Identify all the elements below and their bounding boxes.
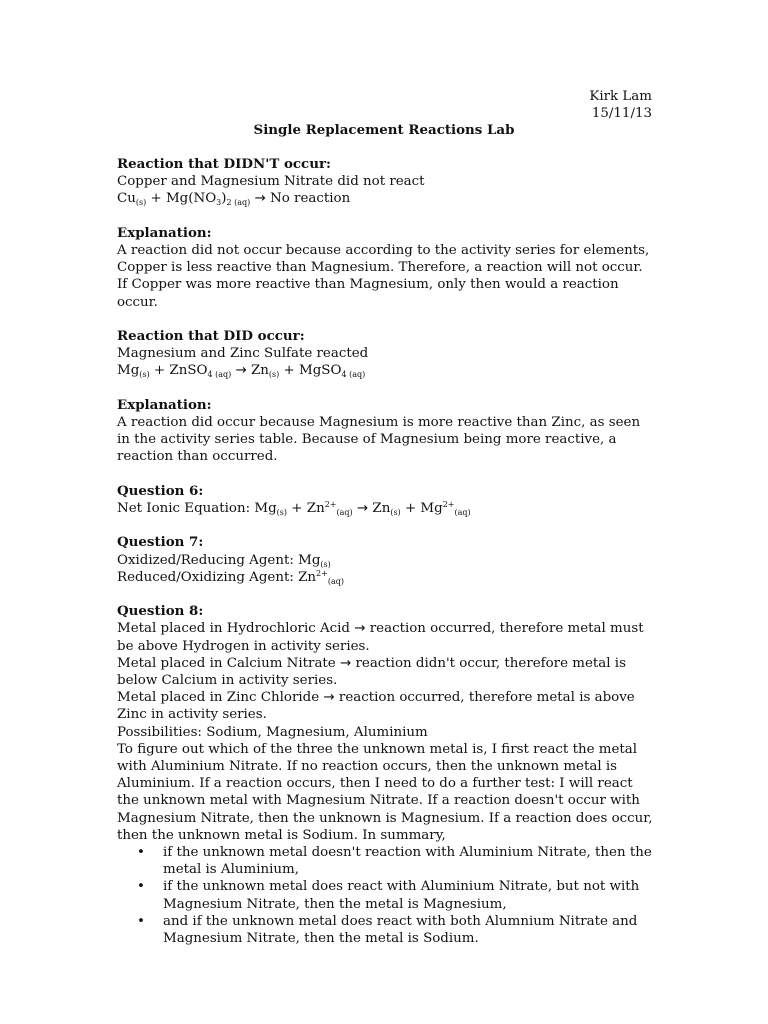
net-ionic-equation bbox=[117, 500, 657, 517]
eq-term: + MgSO bbox=[279, 363, 342, 379]
eq-term: + Mg bbox=[400, 501, 443, 516]
eq-charge: 2+ bbox=[316, 568, 328, 578]
eq-state: (s) bbox=[276, 508, 288, 517]
agent-species: Zn bbox=[298, 569, 317, 585]
right-arrow-icon: → bbox=[235, 363, 247, 379]
question-6-heading: Question 6: bbox=[117, 482, 204, 499]
oxidized-agent bbox=[117, 552, 657, 569]
test-calcium-nitrate bbox=[117, 655, 657, 689]
eq-term: Zn bbox=[246, 363, 269, 379]
question-7-heading: Question 7: bbox=[117, 534, 204, 551]
section-heading-reaction: Reaction that DID occur: bbox=[117, 328, 305, 344]
possibilities-line: Possibilities: Sodium, Magnesium, Aluminium bbox=[117, 724, 428, 740]
explanation-heading-1: Explanation: bbox=[117, 224, 212, 241]
reaction-equation bbox=[117, 362, 657, 379]
eq-state: 4 (aq) bbox=[341, 370, 366, 380]
document-body bbox=[117, 156, 657, 947]
agent-label: Reduced/Oxidizing Agent: bbox=[117, 569, 299, 585]
list-item: • if the unknown metal does react with Aluminium Nitrate, but not with Magnesium Nitrate, then the metal is Magnesium, bbox=[163, 878, 657, 912]
eq-state: 4 (aq) bbox=[207, 370, 232, 380]
right-arrow-icon: → bbox=[356, 501, 369, 516]
author-name: Kirk Lam bbox=[589, 89, 652, 104]
right-arrow-icon: → bbox=[354, 621, 366, 637]
test-text: reaction occurred, therefore metal is above Zinc in activity series. bbox=[117, 690, 635, 723]
explanation-text-1: A reaction did not occur because according to the activity series for elements, Copper is less reactive than Magnesium. Therefore, a reaction will not occur. If Copper was more reactive than Magnesium, only then would a reaction occur. bbox=[117, 243, 650, 310]
test-text: Metal placed in Calcium Nitrate bbox=[117, 655, 340, 671]
eq-charge: 2+ bbox=[324, 500, 337, 509]
author-block bbox=[589, 88, 652, 122]
right-arrow-icon: → bbox=[254, 191, 266, 207]
reaction-description: Magnesium and Zinc Sulfate reacted bbox=[117, 346, 369, 362]
agent-species: Mg bbox=[298, 552, 321, 568]
eq-state: (aq) bbox=[454, 508, 471, 517]
agent-label: Oxidized/Reducing Agent: bbox=[117, 552, 299, 568]
eq-term: + ZnSO bbox=[149, 363, 208, 379]
section-heading-no-reaction: Reaction that DIDN'T occur: bbox=[117, 156, 331, 172]
eq-state: (s) bbox=[135, 198, 147, 208]
eq-state: (s) bbox=[268, 370, 280, 380]
eq-state: 2 (aq) bbox=[226, 198, 251, 208]
list-item: • if the unknown metal doesn't reaction with Aluminium Nitrate, then the metal is Aluminium, bbox=[163, 844, 657, 878]
no-reaction-equation bbox=[117, 190, 657, 207]
right-arrow-icon: → bbox=[340, 655, 352, 671]
eq-term: Cu bbox=[117, 191, 136, 207]
list-item: • and if the unknown metal does react with both Alumnium Nitrate and Magnesium Nitrate, then the metal is Sodium. bbox=[163, 913, 657, 947]
eq-label: Net Ionic Equation: bbox=[117, 501, 255, 516]
no-reaction-description: Copper and Magnesium Nitrate did not react bbox=[117, 174, 425, 190]
eq-state: (aq) bbox=[336, 508, 353, 517]
eq-state: (s) bbox=[390, 508, 401, 517]
procedure-paragraph: To figure out which of the three the unknown metal is, I first react the metal with Aluminium Nitrate. If no reaction occurs, then the unknown metal is Aluminium. If a reaction occurs, then I need to do a further test: I will react the unknown metal with Magnesium Nitrate. If a reaction doesn't occur with Magnesium Nitrate, then the unknown is Magnesium. If a reaction does occur, then the unknown metal is Sodium. In summary, bbox=[117, 741, 653, 843]
summary-list bbox=[117, 844, 657, 947]
eq-subscript: 3 bbox=[216, 198, 222, 208]
eq-term: Zn bbox=[368, 501, 391, 516]
eq-state: (aq) bbox=[327, 576, 344, 586]
eq-charge: 2+ bbox=[442, 500, 455, 509]
eq-term: Mg bbox=[117, 363, 140, 379]
eq-state: (s) bbox=[139, 370, 150, 380]
explanation-text-2: A reaction did occur because Magnesium is more reactive than Zinc, as seen in the activity series table. Because of Magnesium being more reactive, a reaction than occurred. bbox=[117, 415, 641, 465]
eq-term: + Zn bbox=[287, 501, 325, 516]
right-arrow-icon: → bbox=[323, 690, 335, 706]
test-text: Metal placed in Zinc Chloride bbox=[117, 690, 324, 706]
explanation-heading-2: Explanation: bbox=[117, 396, 212, 413]
eq-result: No reaction bbox=[265, 191, 351, 207]
test-text: Metal placed in Hydrochloric Acid bbox=[117, 621, 355, 637]
eq-state: (s) bbox=[320, 559, 331, 569]
question-8-heading: Question 8: bbox=[117, 603, 204, 620]
test-zinc-chloride bbox=[117, 689, 657, 723]
page-title: Single Replacement Reactions Lab bbox=[253, 122, 515, 138]
test-text: reaction occurred, therefore metal must be above Hydrogen in activity series. bbox=[117, 621, 644, 654]
test-text: reaction didn't occur, therefore metal is below Calcium in activity series. bbox=[117, 655, 626, 688]
eq-term: Mg bbox=[254, 501, 277, 516]
eq-term: + Mg(NO bbox=[146, 191, 217, 207]
reduced-agent bbox=[117, 569, 657, 586]
eq-term: ) bbox=[221, 191, 227, 207]
document-date: 15/11/13 bbox=[591, 106, 652, 122]
test-hydrochloric-acid bbox=[117, 620, 657, 654]
